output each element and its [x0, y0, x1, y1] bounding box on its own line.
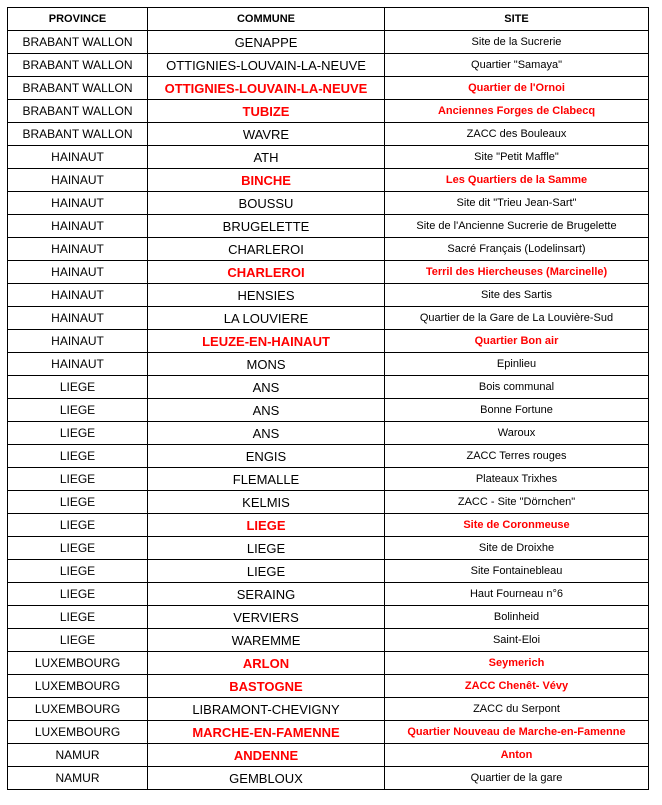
site-cell: Plateaux Trixhes: [385, 468, 649, 491]
commune-cell: ANS: [148, 422, 385, 445]
province-cell: LUXEMBOURG: [8, 698, 148, 721]
site-cell: Site "Petit Maffle": [385, 146, 649, 169]
site-cell: Quartier "Samaya": [385, 54, 649, 77]
site-cell: Haut Fourneau n°6: [385, 583, 649, 606]
site-cell: Les Quartiers de la Samme: [385, 169, 649, 192]
table-row: [8, 491, 649, 514]
table-row: [8, 767, 649, 790]
province-cell: LIEGE: [8, 606, 148, 629]
site-cell: Seymerich: [385, 652, 649, 675]
table-row: [8, 31, 649, 54]
table-row: [8, 284, 649, 307]
province-cell: HAINAUT: [8, 307, 148, 330]
commune-cell: TUBIZE: [148, 100, 385, 123]
province-cell: LIEGE: [8, 468, 148, 491]
site-cell: Site de Droixhe: [385, 537, 649, 560]
province-cell: HAINAUT: [8, 169, 148, 192]
commune-cell: OTTIGNIES-LOUVAIN-LA-NEUVE: [148, 77, 385, 100]
province-cell: BRABANT WALLON: [8, 54, 148, 77]
commune-cell: OTTIGNIES-LOUVAIN-LA-NEUVE: [148, 54, 385, 77]
province-cell: LIEGE: [8, 422, 148, 445]
commune-cell: MONS: [148, 353, 385, 376]
header-province: PROVINCE: [8, 8, 148, 31]
province-cell: HAINAUT: [8, 261, 148, 284]
commune-cell: ENGIS: [148, 445, 385, 468]
table-row: [8, 652, 649, 675]
table-row: [8, 606, 649, 629]
site-cell: Quartier de la Gare de La Louvière-Sud: [385, 307, 649, 330]
site-cell: Site de Coronmeuse: [385, 514, 649, 537]
table-row: [8, 100, 649, 123]
table-row: [8, 376, 649, 399]
commune-cell: CHARLEROI: [148, 238, 385, 261]
site-cell: ZACC du Serpont: [385, 698, 649, 721]
table-row: [8, 629, 649, 652]
site-cell: Quartier Bon air: [385, 330, 649, 353]
commune-cell: VERVIERS: [148, 606, 385, 629]
commune-cell: LIEGE: [148, 537, 385, 560]
commune-cell: BASTOGNE: [148, 675, 385, 698]
site-cell: Terril des Hiercheuses (Marcinelle): [385, 261, 649, 284]
table-row: [8, 422, 649, 445]
table-row: [8, 560, 649, 583]
province-cell: HAINAUT: [8, 353, 148, 376]
table-row: [8, 514, 649, 537]
commune-cell: BINCHE: [148, 169, 385, 192]
table-row: [8, 77, 649, 100]
commune-cell: SERAING: [148, 583, 385, 606]
commune-cell: ANDENNE: [148, 744, 385, 767]
site-cell: Quartier de la gare: [385, 767, 649, 790]
commune-cell: LEUZE-EN-HAINAUT: [148, 330, 385, 353]
table-row: [8, 54, 649, 77]
commune-cell: GEMBLOUX: [148, 767, 385, 790]
sites-table: [7, 7, 649, 790]
province-cell: LIEGE: [8, 514, 148, 537]
table-row: [8, 123, 649, 146]
commune-cell: LIEGE: [148, 560, 385, 583]
table-row: [8, 215, 649, 238]
table-row: [8, 192, 649, 215]
site-cell: Quartier de l'Ornoi: [385, 77, 649, 100]
province-cell: HAINAUT: [8, 330, 148, 353]
commune-cell: ATH: [148, 146, 385, 169]
province-cell: LIEGE: [8, 491, 148, 514]
commune-cell: LA LOUVIERE: [148, 307, 385, 330]
province-cell: LUXEMBOURG: [8, 652, 148, 675]
table-row: [8, 146, 649, 169]
commune-cell: HENSIES: [148, 284, 385, 307]
site-cell: Site Fontainebleau: [385, 560, 649, 583]
commune-cell: KELMIS: [148, 491, 385, 514]
site-cell: ZACC des Bouleaux: [385, 123, 649, 146]
table-row: [8, 698, 649, 721]
table-row: [8, 583, 649, 606]
site-cell: Site des Sartis: [385, 284, 649, 307]
site-cell: Bolinheid: [385, 606, 649, 629]
commune-cell: LIBRAMONT-CHEVIGNY: [148, 698, 385, 721]
site-cell: Anton: [385, 744, 649, 767]
table-row: [8, 330, 649, 353]
site-cell: Waroux: [385, 422, 649, 445]
header-row: [8, 8, 649, 31]
site-cell: Bonne Fortune: [385, 399, 649, 422]
site-cell: Epinlieu: [385, 353, 649, 376]
table-body: [8, 31, 649, 790]
table-row: [8, 721, 649, 744]
commune-cell: ANS: [148, 399, 385, 422]
table-row: [8, 238, 649, 261]
province-cell: LUXEMBOURG: [8, 721, 148, 744]
province-cell: BRABANT WALLON: [8, 31, 148, 54]
commune-cell: WAVRE: [148, 123, 385, 146]
commune-cell: FLEMALLE: [148, 468, 385, 491]
site-cell: Site de la Sucrerie: [385, 31, 649, 54]
site-cell: Anciennes Forges de Clabecq: [385, 100, 649, 123]
commune-cell: BRUGELETTE: [148, 215, 385, 238]
province-cell: BRABANT WALLON: [8, 123, 148, 146]
province-cell: NAMUR: [8, 744, 148, 767]
site-cell: ZACC - Site "Dörnchen": [385, 491, 649, 514]
commune-cell: CHARLEROI: [148, 261, 385, 284]
site-cell: ZACC Chenêt- Vévy: [385, 675, 649, 698]
table-row: [8, 307, 649, 330]
table-row: [8, 675, 649, 698]
table-row: [8, 399, 649, 422]
site-cell: Saint-Eloi: [385, 629, 649, 652]
province-cell: HAINAUT: [8, 284, 148, 307]
table-row: [8, 169, 649, 192]
commune-cell: BOUSSU: [148, 192, 385, 215]
commune-cell: GENAPPE: [148, 31, 385, 54]
commune-cell: LIEGE: [148, 514, 385, 537]
header-site: SITE: [385, 8, 649, 31]
province-cell: LIEGE: [8, 537, 148, 560]
site-cell: ZACC Terres rouges: [385, 445, 649, 468]
site-cell: Sacré Français (Lodelinsart): [385, 238, 649, 261]
site-cell: Quartier Nouveau de Marche-en-Famenne: [385, 721, 649, 744]
province-cell: HAINAUT: [8, 215, 148, 238]
table-row: [8, 353, 649, 376]
commune-cell: ARLON: [148, 652, 385, 675]
province-cell: NAMUR: [8, 767, 148, 790]
province-cell: HAINAUT: [8, 192, 148, 215]
table-row: [8, 537, 649, 560]
commune-cell: WAREMME: [148, 629, 385, 652]
province-cell: HAINAUT: [8, 238, 148, 261]
province-cell: LIEGE: [8, 399, 148, 422]
table-row: [8, 744, 649, 767]
site-cell: Bois communal: [385, 376, 649, 399]
province-cell: LIEGE: [8, 583, 148, 606]
site-cell: Site de l'Ancienne Sucrerie de Brugelette: [385, 215, 649, 238]
province-cell: BRABANT WALLON: [8, 100, 148, 123]
table-row: [8, 445, 649, 468]
province-cell: BRABANT WALLON: [8, 77, 148, 100]
commune-cell: MARCHE-EN-FAMENNE: [148, 721, 385, 744]
commune-cell: ANS: [148, 376, 385, 399]
table-header: [8, 8, 649, 31]
province-cell: LIEGE: [8, 629, 148, 652]
province-cell: HAINAUT: [8, 146, 148, 169]
province-cell: LIEGE: [8, 560, 148, 583]
province-cell: LIEGE: [8, 376, 148, 399]
table-row: [8, 261, 649, 284]
province-cell: LUXEMBOURG: [8, 675, 148, 698]
header-commune: COMMUNE: [148, 8, 385, 31]
site-cell: Site dit "Trieu Jean-Sart": [385, 192, 649, 215]
table-row: [8, 468, 649, 491]
province-cell: LIEGE: [8, 445, 148, 468]
